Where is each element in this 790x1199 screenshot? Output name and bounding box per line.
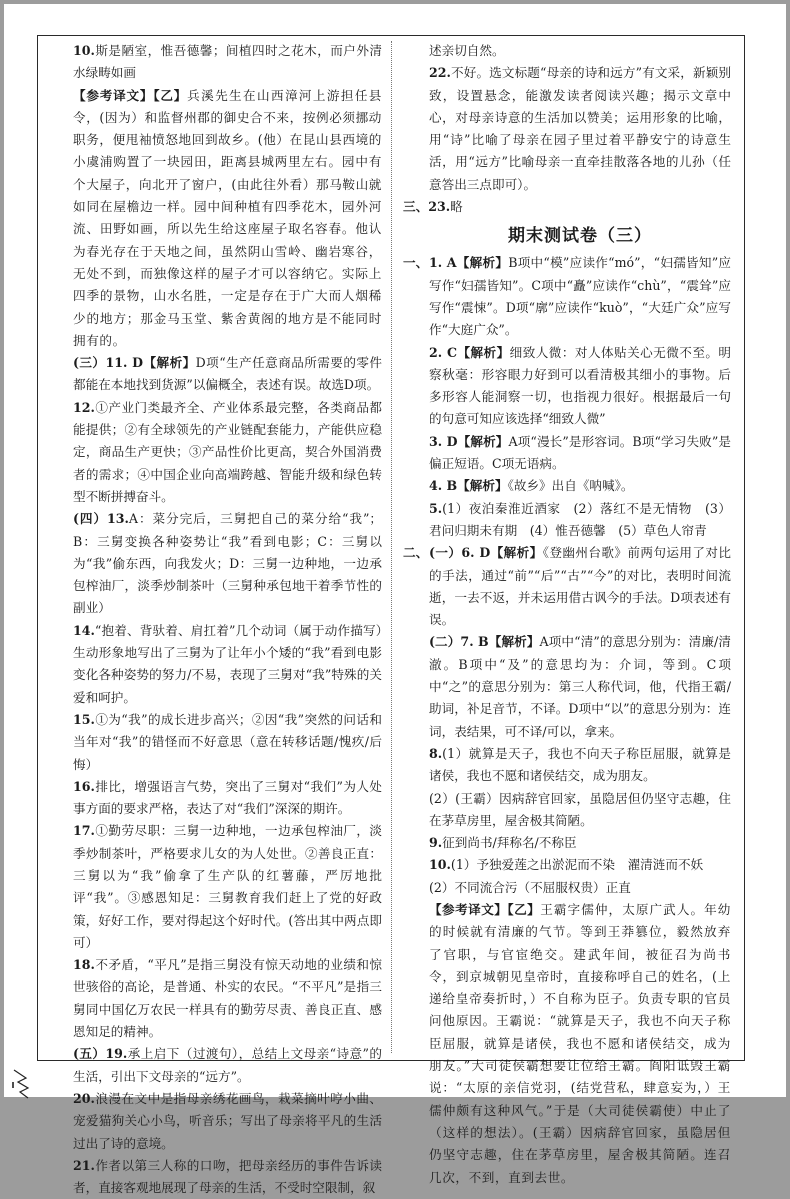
answer-item xyxy=(429,62,731,196)
section-mark: 一、 xyxy=(403,255,429,271)
answer-item xyxy=(73,352,382,397)
answer-item xyxy=(429,788,731,833)
item-text: (1）夜泊秦淮近酒家 (2）落红不是无情物 (3）君问归期未有期 (4）惟吾德馨 (5）草色人帘青 xyxy=(429,500,731,538)
answer-item xyxy=(429,854,731,876)
item-text: 不矛盾，“平凡”是指三舅没有惊天动地的业绩和惊世骇俗的高论，是普通、朴实的农民。“不平凡”是指三舅同中国亿万农民一样具有的勤劳尽责、善良正直、感恩知足的精神。 xyxy=(73,957,382,1040)
item-number: 14. xyxy=(73,622,95,638)
item-number: 10. xyxy=(429,857,451,873)
item-text: 兵溪先生在山西漳河上游担任县令，(因为）和监督州郡的御史合不来，按例必须挪动职务，便甩袖愤怒地回到故乡。(他）在昆山县西境的小虞浦购置了一块园田，距离县城两里左右。园中有个大屋子，向北开了窗户，(由此往外看）那马鞍山就如同在屋檐边一样。园中间种植有四季花木，园外河流、田野如画，所以先生给这座屋子取名容春。他认为春光存在于天地之间，虽然阴山雪岭、幽岩寒谷，无处不到，而独像这样的屋子才可以容纳它。实际上四季的景物，山水名胜，一定是存在于广大而人烟稀少的地方；那金马玉堂、紫舍黄阁的地方是不能同时拥有的。 xyxy=(73,87,383,348)
answer-item xyxy=(73,1043,382,1088)
item-number: 【参考译文】【乙】 xyxy=(73,87,188,103)
answer-item xyxy=(73,1155,382,1199)
item-number: 3. D【解析】 xyxy=(429,433,509,449)
answer-item xyxy=(73,709,382,776)
item-text: ①勤劳尽职：三舅一边种地，一边承包榨油厂，淡季炒制茶叶，严格要求儿女的为人处世。②善良正直：三舅以为“我”偷拿了生产队的红薯藤，严厉地批评“我”。③感恩知足：三舅教育我们赶上了党的好政策，好好工作，要对得起这个好时代。(答出其中两点即可） xyxy=(73,823,382,950)
item-number: 8. xyxy=(429,745,443,761)
item-text: (1）予独爱莲之出淤泥而不染 濯清涟而不妖 xyxy=(450,857,704,873)
item-text: 细致人微：对人体贴关心无微不至。明察秋毫：形容眼力好到可以看清极其细小的事物。后多形容人能洞察一切，也指视力很好。根据最后一句的句意可知应该选择“细致人微” xyxy=(429,344,731,427)
answer-item xyxy=(403,542,731,631)
item-number: 2. C【解析】 xyxy=(429,344,510,360)
item-number: (五）19. xyxy=(73,1046,128,1062)
answer-item xyxy=(429,40,731,62)
page-corner-mark xyxy=(10,1068,32,1100)
left-column xyxy=(73,40,382,1199)
translation-item xyxy=(429,899,731,1189)
answer-item xyxy=(429,475,731,497)
answer-item xyxy=(403,252,731,341)
answer-item xyxy=(73,620,382,709)
item-text: 排比，增强语言气势，突出了三舅对“我们”为人处事方面的要求严格，表达了对“我们”深深的期许。 xyxy=(73,778,382,817)
answer-item xyxy=(429,631,731,742)
section-mark: 二、 xyxy=(403,545,429,561)
answer-item xyxy=(429,877,731,899)
item-number: 10. xyxy=(73,43,95,58)
translation-item xyxy=(73,85,382,353)
item-number: 21. xyxy=(73,1157,95,1173)
item-text: ①为“我”的成长进步高兴；②因“我”突然的问话和当年对“我”的错怪而不好意思（意在转移话题/愧疚/后悔） xyxy=(73,711,382,772)
item-number: 17. xyxy=(73,823,95,839)
item-number: 9. xyxy=(429,835,443,851)
answer-item xyxy=(73,397,382,508)
item-number: 18. xyxy=(73,957,95,973)
item-text: A：菜分完后，三舅把自己的菜分给“我”；B：三舅变换各种姿势让“我”看到电影；C：三舅以为“我”偷东西，向我发火；D：三舅一边种地，一边承包榨油厂，淡季炒制茶叶（三舅种承包地干着季节性的副业） xyxy=(73,511,382,616)
item-text: 述亲切自然。 xyxy=(429,43,505,58)
item-number: 16. xyxy=(73,778,95,794)
answer-item xyxy=(73,1088,382,1155)
answer-key-page xyxy=(4,4,786,1196)
item-text: 征到尚书/拜称名/不称臣 xyxy=(442,835,577,851)
item-text: 浪漫在文中是指母亲绣花画鸟，栽菜摘叶哼小曲、宠爱猫狗关心小鸟，听音乐；写出了母亲将平凡的生活过出了诗的意境。 xyxy=(73,1090,382,1151)
item-number: 12. xyxy=(73,399,95,415)
answer-item xyxy=(73,508,382,619)
item-number: 5. xyxy=(429,500,443,516)
answer-item xyxy=(429,342,731,431)
item-text: 王霸字儒仲，太原广武人。年幼的时候就有清廉的气节。等到王莽篡位，毅然放弃了官职，与官宦绝交。建武年间，被征召为尚书令，到京城朝见皇帝时，直接称呼自己的姓名，(上递给皇帝奏折时，）不自称为臣子。负责专职的官员问他原因。王霸说：“就算是天子，我也不向天子称臣屈服，就算是诸侯，我也不愿和诸侯结交，成为朋友。”大司徒侯霸想要让位给王霸。阎阳诋毁王霸说：“太原的亲信党羽，(结党营私，肆意妄为，）王儒仲颇有这种风气。”于是（大司徒侯霸使）中止了（这样的想法）。(王霸）因病辞官回家，虽隐居但仍坚守志趣，住在茅草房里，屋舍极其简陋。连召几次，不到，直到去世。 xyxy=(429,901,731,1185)
column-divider xyxy=(391,41,392,1053)
answer-item xyxy=(429,743,731,788)
answer-item xyxy=(429,498,731,543)
answer-item xyxy=(429,832,731,854)
item-text: “抱着、背驮着、肩扛着”几个动词（属于动作描写）生动形象地写出了三舅为了让年小个矮的“我”看到电影变化各种姿势的努力/不易，表现了三舅对“我”特殊的关爱和呵护。 xyxy=(73,622,382,705)
item-number: (二）7. B【解析】 xyxy=(429,634,540,650)
item-number: (四）13. xyxy=(73,511,129,527)
item-text: A项中“清”的意思分别为：清廉/清澈。B项中“及”的意思均为：介词，等到。C项中“之”的意思分别为：第三人称代词，他，代指王霸/助词，补足音节，不译。D项中“以”的意思分别为：连词，表结果，可不译/可以，拿来。 xyxy=(429,634,731,739)
item-text: (2）不同流合污（不屈服权贵）正直 xyxy=(429,879,631,895)
item-number: 4. B【解析】 xyxy=(429,478,508,494)
item-number: 【参考译文】【乙】 xyxy=(429,901,541,917)
item-number: (一）6. D【解析】 xyxy=(429,545,543,561)
right-column xyxy=(403,40,732,1189)
answer-item xyxy=(73,40,382,85)
item-number: 15. xyxy=(73,711,95,727)
item-text: (1）就算是天子，我也不向天子称臣屈服，就算是诸侯，我也不愿和诸侯结交，成为朋友。 xyxy=(429,745,731,784)
item-number: 22. xyxy=(429,65,451,81)
item-text: (2）(王霸）因病辞官回家，虽隐居但仍坚守志趣，住在茅草房里，屋舍极其简陋。 xyxy=(429,790,731,828)
item-text: 不好。选文标题“母亲的诗和远方”有文采，新颖别致，设置悬念，能激发读者阅读兴趣；揭示文章中心，对母亲诗意的生活加以赞美；运用形象的比喻，用“诗”比喻了母亲在园子里过着平静安宁的诗意生活，用“远方”比喻母亲一直牵挂散落各地的儿孙（任意答出三点即可）。 xyxy=(429,65,731,192)
item-text: 斯是陋室，惟吾德馨；间植四时之花木，而户外清水绿畴如画 xyxy=(73,43,382,81)
item-text: 略 xyxy=(450,199,463,215)
item-number: 20. xyxy=(73,1090,95,1106)
item-text: B项中“模”应读作“mó”，“妇孺皆知”应写作“妇孺皆知”。C项中“矗”应读作“chù”，“震耸”应写作“震悚”。D项“廓”应读作“kuò”，“大廷广众”应写作“大庭广众”。 xyxy=(429,255,731,338)
answer-item xyxy=(429,431,731,476)
item-text: 《登幽州台歌》前两句运用了对比的手法，通过“前”“后”“古”“今”的对比，表明时间流逝，一去不返，并未运用借古讽今的手法。D项表述有误。 xyxy=(429,545,731,628)
item-text: 《故乡》出自《呐喊》。 xyxy=(507,478,634,494)
item-number: 1. A【解析】 xyxy=(429,255,509,271)
item-text: ①产业门类最齐全、产业体系最完整，各类商品都能提供；②有全球领先的产业链配套能力，产能供应稳定，商品生产更快；③产品性价比更高，契合外国消费者的需求；④中国企业向高端跨越、智能升级和绿色转型不断拼搏奋斗。 xyxy=(73,399,382,504)
answer-item xyxy=(73,820,382,954)
item-text: 作者以第三人称的口吻，把母亲经历的事件告诉读者，直接客观地展现了母亲的生活，不受时空限制，叙 xyxy=(73,1157,382,1196)
answer-item xyxy=(403,196,731,218)
item-number: 三、23. xyxy=(403,199,451,215)
item-text: A项“漫长”是形容词。B项“学习失败”是偏正短语。C项无语病。 xyxy=(429,433,732,472)
item-text: 承上启下（过渡句），总结上文母亲“诗意”的生活，引出下文母亲的“远方”。 xyxy=(73,1046,383,1084)
answer-item xyxy=(73,954,382,1043)
item-text: D项“生产任意商品所需要的零件都能在本地找到货源”以偏概全，表述有误。故选D项。 xyxy=(73,355,382,393)
answer-item xyxy=(73,776,382,821)
item-number: (三）11. D【解析】 xyxy=(73,355,196,371)
section-title: 期末测试卷（三） xyxy=(508,226,652,247)
